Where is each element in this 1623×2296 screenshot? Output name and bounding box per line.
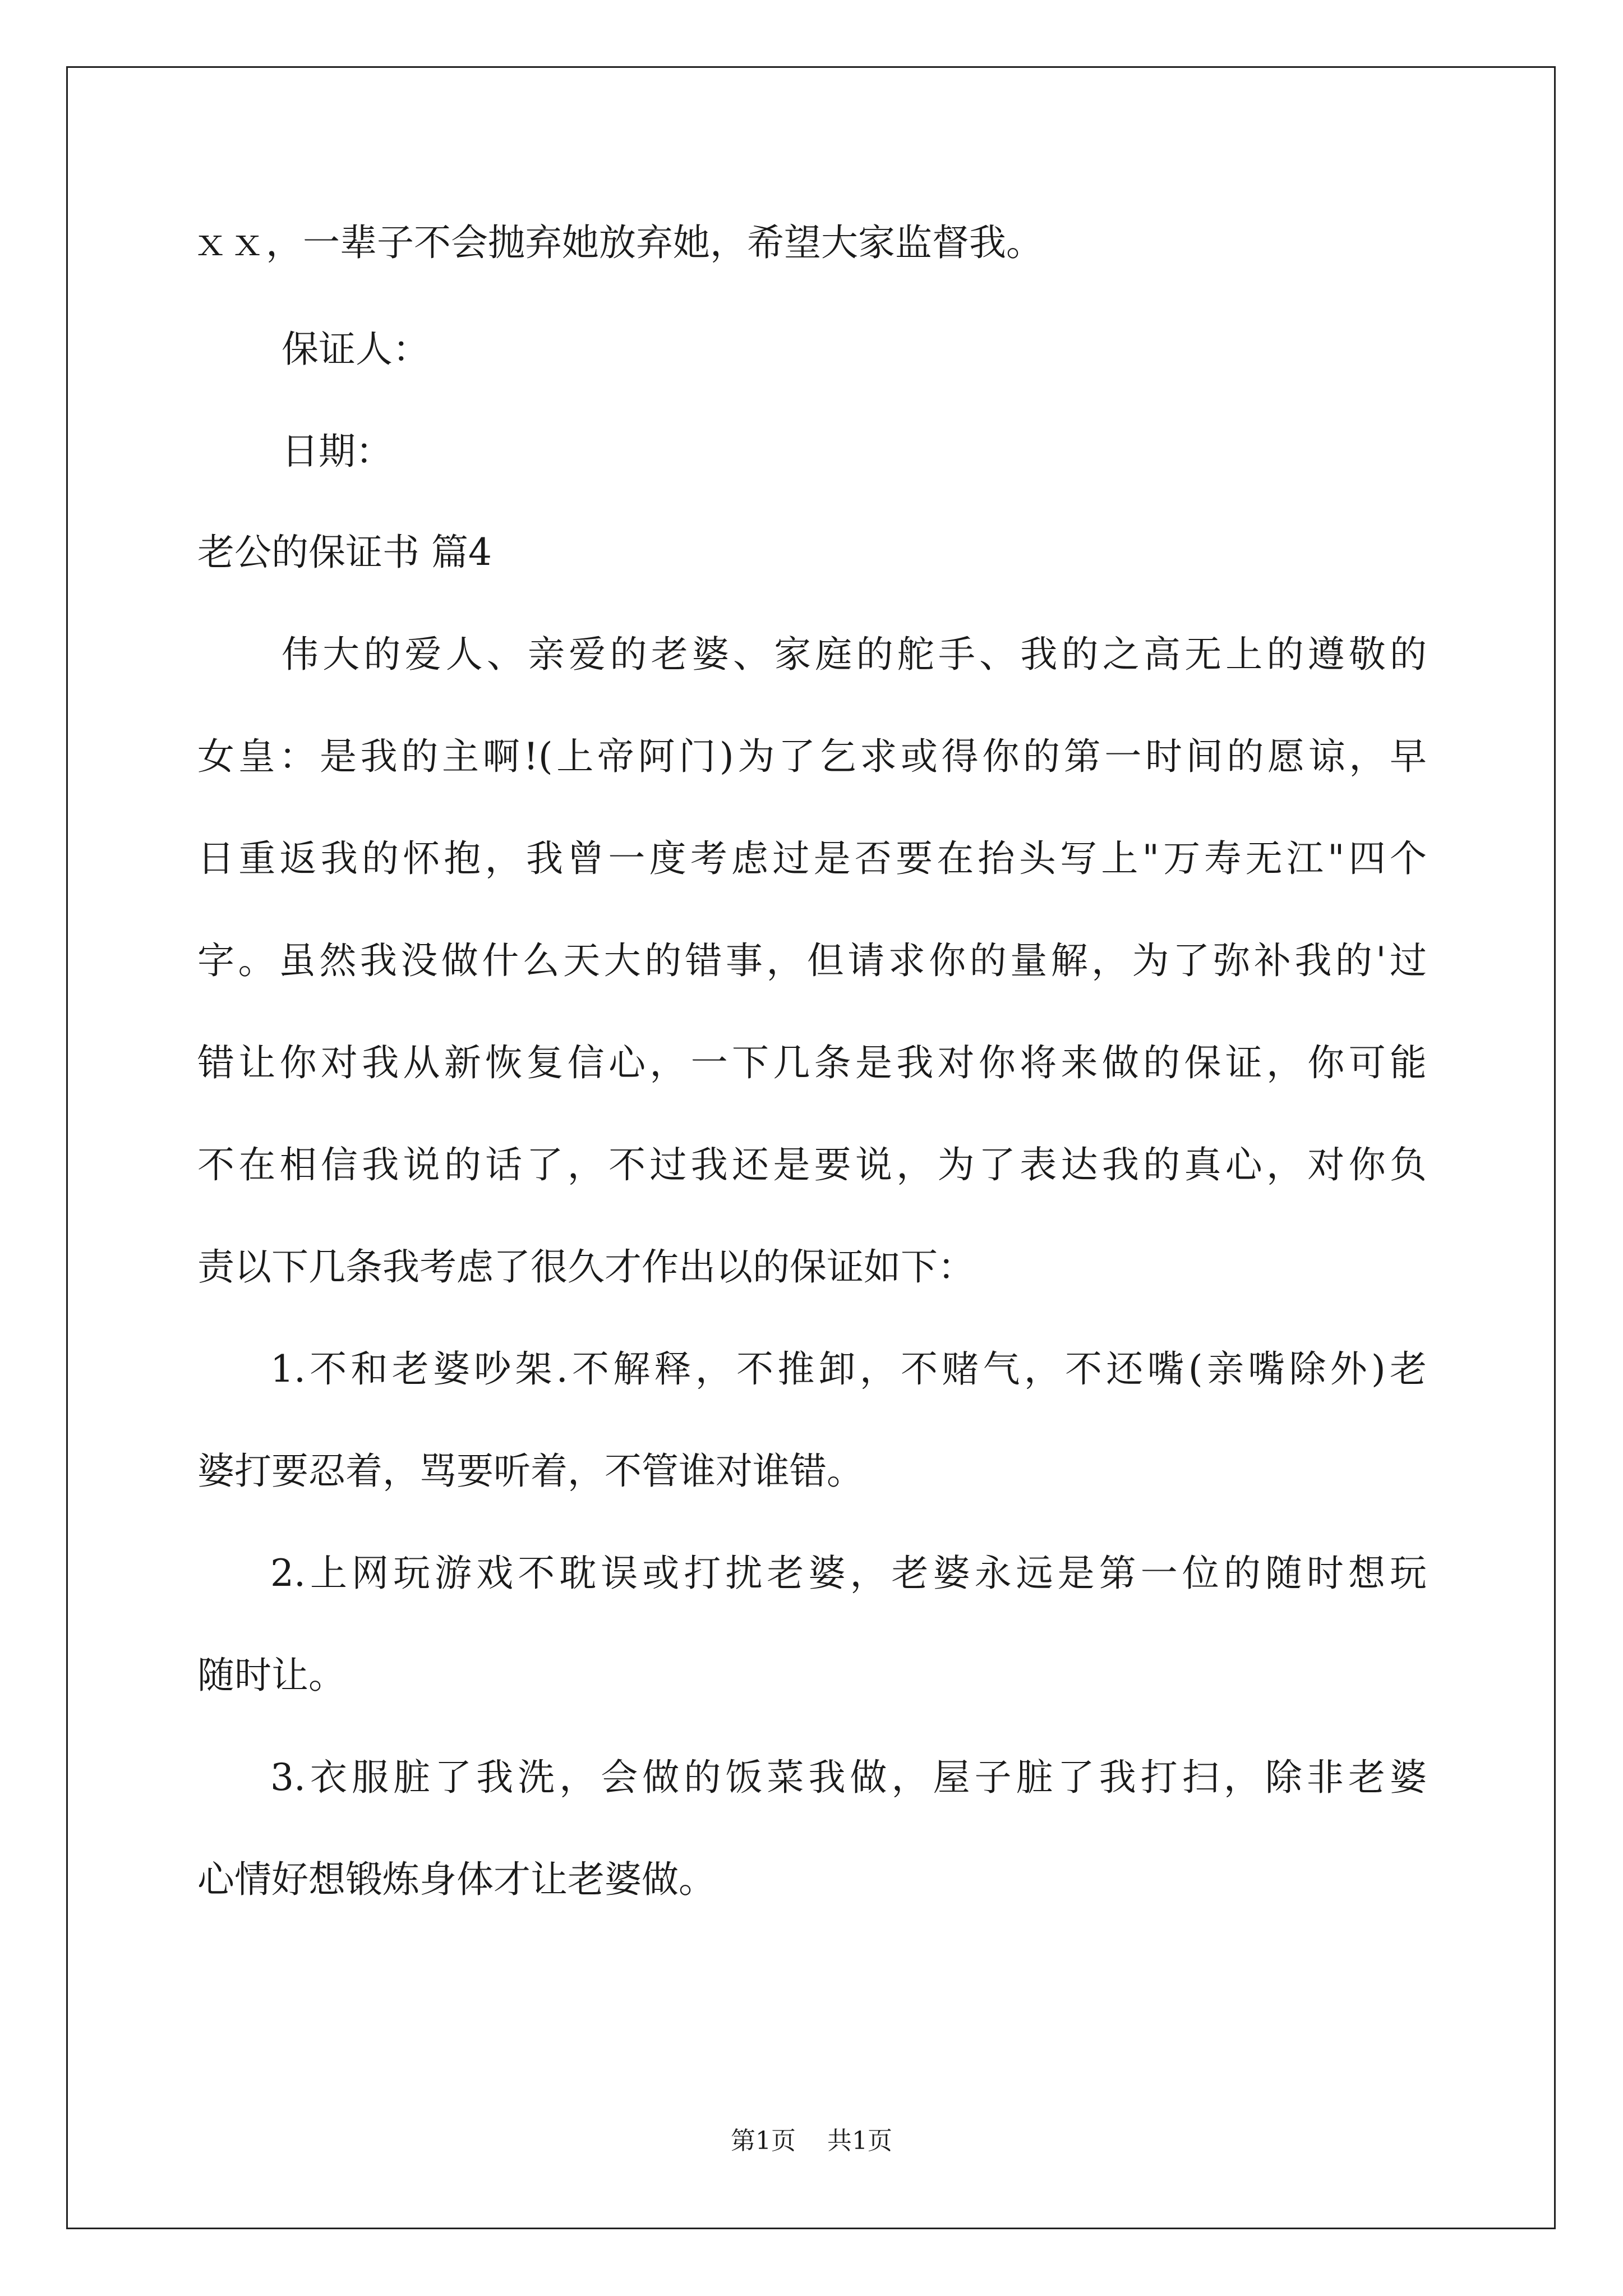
paragraph-line: 错让你对我从新恢复信心，一下几条是我对你将来做的保证，你可能 bbox=[197, 1041, 1427, 1084]
paragraph-line: ｘｘ，一辈子不会抛弃她放弃她，希望大家监督我。 bbox=[192, 221, 1043, 264]
list-item-line: 心情好想锻炼身体才让老婆做。 bbox=[197, 1858, 716, 1901]
date-label: 日期： bbox=[282, 430, 393, 473]
list-item-line: 1.不和老婆吵架.不解释，不推卸，不赌气，不还嘴(亲嘴除外)老 bbox=[270, 1347, 1427, 1391]
list-item-line: 婆打要忍着，骂要听着，不管谁对谁错。 bbox=[197, 1450, 864, 1493]
list-item-line: 随时让。 bbox=[197, 1654, 345, 1697]
list-item-line: 2.上网玩游戏不耽误或打扰老婆，老婆永远是第一位的随时想玩 bbox=[270, 1552, 1427, 1595]
page-total: 共1页 bbox=[827, 2127, 892, 2155]
paragraph-line: 不在相信我说的话了，不过我还是要说，为了表达我的真心，对你负 bbox=[197, 1143, 1427, 1186]
page-footer bbox=[0, 2127, 1623, 2155]
list-item-line: 3.衣服脏了我洗，会做的饭菜我做，屋子脏了我打扫，除非老婆 bbox=[270, 1756, 1427, 1799]
page-number: 第1页 bbox=[731, 2127, 796, 2155]
paragraph-line: 责以下几条我考虑了很久才作出以的保证如下： bbox=[197, 1245, 975, 1289]
section-heading: 老公的保证书 篇4 bbox=[197, 531, 492, 574]
paragraph-line: 伟大的爱人、亲爱的老婆、家庭的舵手、我的之高无上的遵敬的 bbox=[282, 633, 1427, 676]
paragraph-line: 日重返我的怀抱，我曾一度考虑过是否要在抬头写上"万寿无江"四个 bbox=[197, 837, 1427, 880]
guarantor-label: 保证人： bbox=[282, 328, 430, 371]
paragraph-line: 字。虽然我没做什么天大的错事，但请求你的量解，为了弥补我的'过 bbox=[197, 939, 1427, 982]
paragraph-line: 女皇：是我的主啊!(上帝阿门)为了乞求或得你的第一时间的愿谅，早 bbox=[197, 735, 1427, 778]
